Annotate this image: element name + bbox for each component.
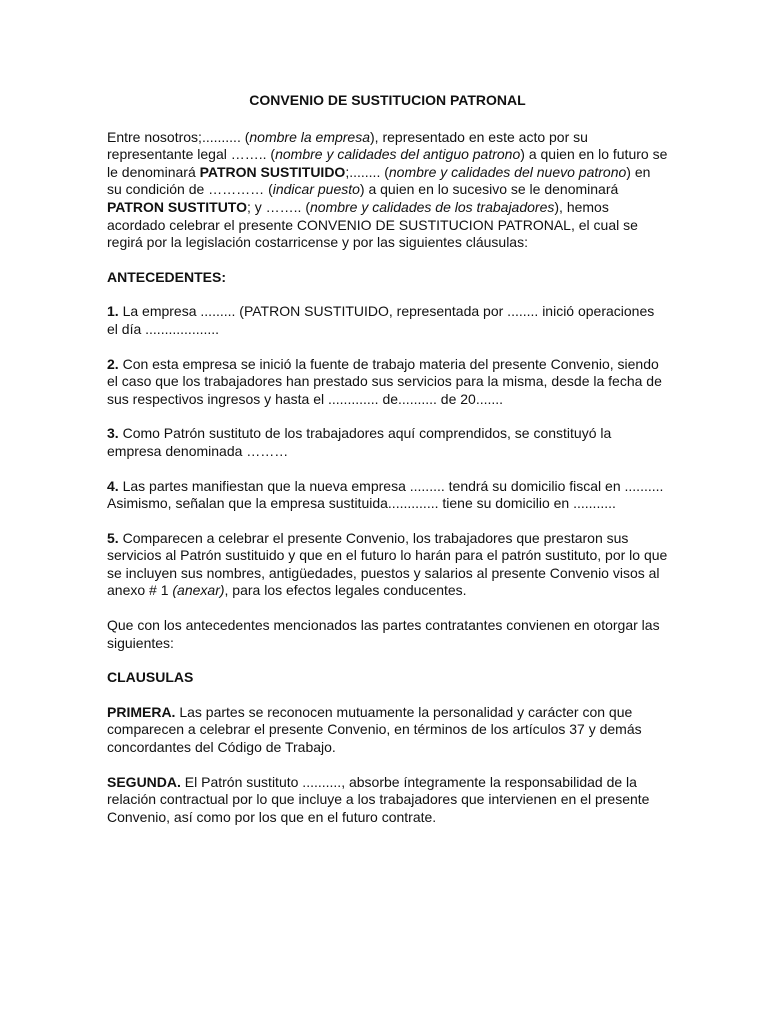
clausulas-heading: CLAUSULAS xyxy=(107,669,194,686)
antecedente-1-number: 1. xyxy=(107,303,119,320)
intro-italic-1: nombre la empresa xyxy=(249,128,371,145)
antecedente-1-text: La empresa ......... (PATRON SUSTITUIDO, representada por ........ inició operaciones el día ................... xyxy=(107,303,655,337)
transition-paragraph: Que con los antecedentes mencionados las partes contratantes convienen en otorgar las siguientes: xyxy=(107,617,660,651)
antecedente-4 xyxy=(107,478,668,513)
antecedente-1 xyxy=(107,303,668,338)
antecedente-5-italic: (anexar) xyxy=(172,582,225,599)
antecedente-4-number: 4. xyxy=(107,477,119,494)
intro-text-5: ) en su condición de ………… ( xyxy=(107,163,651,198)
antecedente-5-number: 5. xyxy=(107,529,119,546)
clausula-segunda xyxy=(107,774,668,827)
antecedente-4-text: Las partes manifiestan que la nueva empresa ......... tendrá su domicilio fiscal en .......... Asimismo, señalan que la empresa sustituida............. tiene su domicilio en ........... xyxy=(107,477,664,512)
antecedente-2 xyxy=(107,356,668,409)
antecedente-5-text-1: Comparecen a celebrar el presente Convenio, los trabajadores que prestaron sus servicios al Patrón sustituido y que en el futuro lo harán para el patrón sustituto, por lo que se incluyen sus nombres, antigüedades, puestos y salarios al presente Convenio visos al anexo # 1 xyxy=(107,529,668,599)
intro-bold-patron-sustituido: PATRON SUSTITUIDO xyxy=(199,163,346,180)
intro-text-8: ), hemos acordado celebrar el presente CONVENIO DE SUSTITUCION PATRONAL, el cual se regirá por la legislación costarricense y por las siguientes cláusulas: xyxy=(107,198,638,251)
antecedente-3-text: Como Patrón sustituto de los trabajadores aquí comprendidos, se constituyó la empresa denominada ……… xyxy=(107,425,612,459)
intro-text-2: ), representado en este acto por su representante legal …….. ( xyxy=(107,128,588,163)
clausula-segunda-label: SEGUNDA. xyxy=(107,773,181,790)
intro-text-1: Entre nosotros;.......... ( xyxy=(107,128,250,145)
antecedente-2-number: 2. xyxy=(107,355,119,372)
intro-text-3: ) a quien en lo futuro se le denominará xyxy=(107,146,668,180)
intro-text-4: ;........ ( xyxy=(345,163,389,180)
antecedente-3-number: 3. xyxy=(107,425,119,442)
intro-bold-patron-sustituto: PATRON SUSTITUTO xyxy=(107,198,247,215)
antecedente-2-text: Con esta empresa se inició la fuente de trabajo materia del presente Convenio, siendo el caso que los trabajadores han prestado sus servicios para la misma, desde la fecha de sus respectivos ingresos y hasta el ............. de.......... de 20....... xyxy=(107,355,662,407)
clausula-primera-text: Las partes se reconocen mutuamente la personalidad y carácter con que comparecen a celebrar el presente Convenio, en términos de los artículos 37 y demás concordantes del Código de Trabajo. xyxy=(107,703,642,756)
intro-text-6: ) a quien en lo sucesivo se le denominará xyxy=(359,181,619,198)
antecedente-5-text-2: , para los efectos legales conducentes. xyxy=(224,582,467,599)
intro-italic-5: nombre y calidades de los trabajadores xyxy=(310,198,555,215)
antecedentes-heading: ANTECEDENTES: xyxy=(107,268,227,285)
document-title: CONVENIO DE SUSTITUCION PATRONAL xyxy=(249,92,526,108)
clausula-primera-label: PRIMERA. xyxy=(107,703,176,720)
intro-italic-4: indicar puesto xyxy=(272,181,360,198)
clausula-segunda-text: El Patrón sustituto .........., absorbe íntegramente la responsabilidad de la relación contractual por lo que incluye a los trabajadores que intervienen en el presente Convenio, así como por los que en el futuro contrate. xyxy=(107,773,650,825)
intro-italic-2: nombre y calidades del antiguo patrono xyxy=(275,146,521,163)
intro-italic-3: nombre y calidades del nuevo patrono xyxy=(388,163,627,180)
clausula-primera xyxy=(107,704,668,757)
intro-paragraph xyxy=(107,129,668,252)
antecedente-3 xyxy=(107,425,668,460)
intro-text-7: ; y …….. ( xyxy=(247,198,310,215)
antecedente-5 xyxy=(107,530,668,600)
